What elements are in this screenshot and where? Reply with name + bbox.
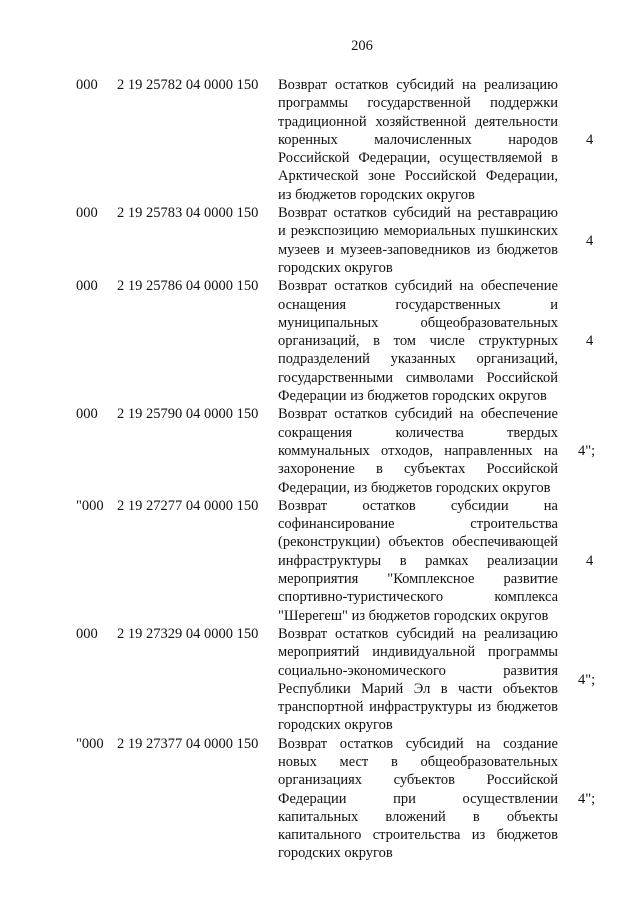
description-line: мероприятия "Комплексное развитие	[278, 571, 558, 588]
description-line: коммунальных отходов, направленных на	[278, 442, 558, 459]
description-line: софинансирование строительства	[278, 516, 558, 533]
column-value: 4	[586, 552, 594, 569]
description-line: социально-экономического развития	[278, 662, 558, 679]
budget-classification-code: 2 19 27377 04 0000 150	[117, 735, 259, 752]
description-line: Республики Марий Эл в части объектов	[278, 680, 558, 697]
description-line: городских округов	[278, 845, 393, 862]
budget-classification-code: 2 19 25786 04 0000 150	[117, 278, 259, 295]
budget-classification-code: 2 19 25782 04 0000 150	[117, 77, 259, 93]
budget-classification-code: 2 19 27277 04 0000 150	[117, 497, 259, 514]
column-value: 4	[586, 131, 594, 148]
revenue-description	[278, 76, 558, 204]
description-line: Возврат остатков субсидий на реставрацию	[278, 205, 558, 222]
column-value: 4	[586, 232, 594, 249]
description-line: подразделений указанных организаций,	[278, 351, 558, 368]
admin-code: 000	[76, 205, 98, 222]
description-line: инфраструктуры в рамках реализации	[278, 552, 558, 569]
description-line: Возврат остатков субсидий на обеспечение	[278, 406, 558, 423]
description-line: капитального строительства из бюджетов	[278, 827, 558, 844]
description-line: коренных малочисленных народов	[278, 131, 558, 148]
description-line: (реконструкции) объектов обеспечивающей	[278, 534, 558, 551]
description-line: муниципальных общеобразовательных	[278, 314, 558, 331]
description-line: новых мест в общеобразовательных	[278, 753, 558, 770]
revenue-description	[278, 625, 558, 735]
table-row	[0, 204, 640, 277]
budget-code-table	[0, 76, 640, 863]
admin-code: 000	[76, 406, 98, 423]
description-line: Федерации из бюджетов городских округов	[278, 388, 547, 405]
description-line: Возврат остатков субсидий на создание	[278, 735, 558, 752]
page-number: 206	[351, 38, 373, 54]
admin-code: 000	[76, 77, 98, 93]
admin-code: 000	[76, 278, 98, 295]
description-line: Возврат остатков субсидий на реализацию	[278, 77, 558, 93]
description-line: музеев и музеев-заповедников из бюджетов	[278, 241, 558, 258]
column-value: 4";	[578, 790, 596, 807]
description-line: и реэкспозицию мемориальных пушкинских	[278, 223, 558, 240]
table-row	[0, 497, 640, 625]
description-line: организаций, в том числе структурных	[278, 333, 558, 350]
budget-classification-code: 2 19 25783 04 0000 150	[117, 205, 259, 222]
column-value: 4	[586, 333, 594, 350]
description-line: "Шерегеш" из бюджетов городских округов	[278, 607, 549, 624]
table-row	[0, 277, 640, 405]
description-line: Возврат остатков субсидий на реализацию	[278, 625, 558, 642]
revenue-description	[278, 497, 558, 625]
description-line: сокращения количества твердых	[278, 424, 558, 441]
description-line: Российской Федерации, осуществляемой в	[278, 150, 558, 167]
description-line: оснащения государственных и	[278, 296, 558, 313]
description-line: транспортной инфраструктуры из бюджетов	[278, 699, 558, 716]
description-line: спортивно-туристического комплекса	[278, 589, 558, 606]
description-line: Возврат остатков субсидии на	[278, 497, 558, 514]
revenue-description	[278, 735, 558, 863]
description-line: Федерации при осуществлении	[278, 790, 558, 807]
description-line: государственными символами Российской	[278, 369, 558, 386]
table-row	[0, 735, 640, 863]
budget-classification-code: 2 19 25790 04 0000 150	[117, 406, 259, 423]
revenue-description	[278, 204, 558, 277]
description-line: городских округов	[278, 717, 393, 734]
description-line: из бюджетов городских округов	[278, 186, 475, 203]
description-line: мероприятий индивидуальной программы	[278, 644, 558, 661]
table-row	[0, 405, 640, 496]
description-line: капитальных вложений в объекты	[278, 808, 558, 825]
description-line: традиционной хозяйственной деятельности	[278, 113, 558, 130]
admin-code: "000	[76, 497, 104, 514]
description-line: Арктической зоне Российской Федерации,	[278, 168, 558, 185]
revenue-description	[278, 277, 558, 405]
revenue-description	[278, 405, 558, 496]
description-line: Федерации, из бюджетов городских округов	[278, 479, 551, 496]
description-line: захоронение в субъектах Российской	[278, 461, 558, 478]
table-row	[0, 76, 640, 204]
description-line: организациях субъектов Российской	[278, 772, 558, 789]
table-row	[0, 625, 640, 735]
budget-classification-code: 2 19 27329 04 0000 150	[117, 625, 259, 642]
admin-code: "000	[76, 735, 104, 752]
column-value: 4";	[578, 442, 596, 459]
description-line: программы государственной поддержки	[278, 95, 558, 112]
description-line: городских округов	[278, 259, 393, 276]
description-line: Возврат остатков субсидий на обеспечение	[278, 278, 558, 295]
admin-code: 000	[76, 625, 98, 642]
column-value: 4";	[578, 671, 596, 688]
